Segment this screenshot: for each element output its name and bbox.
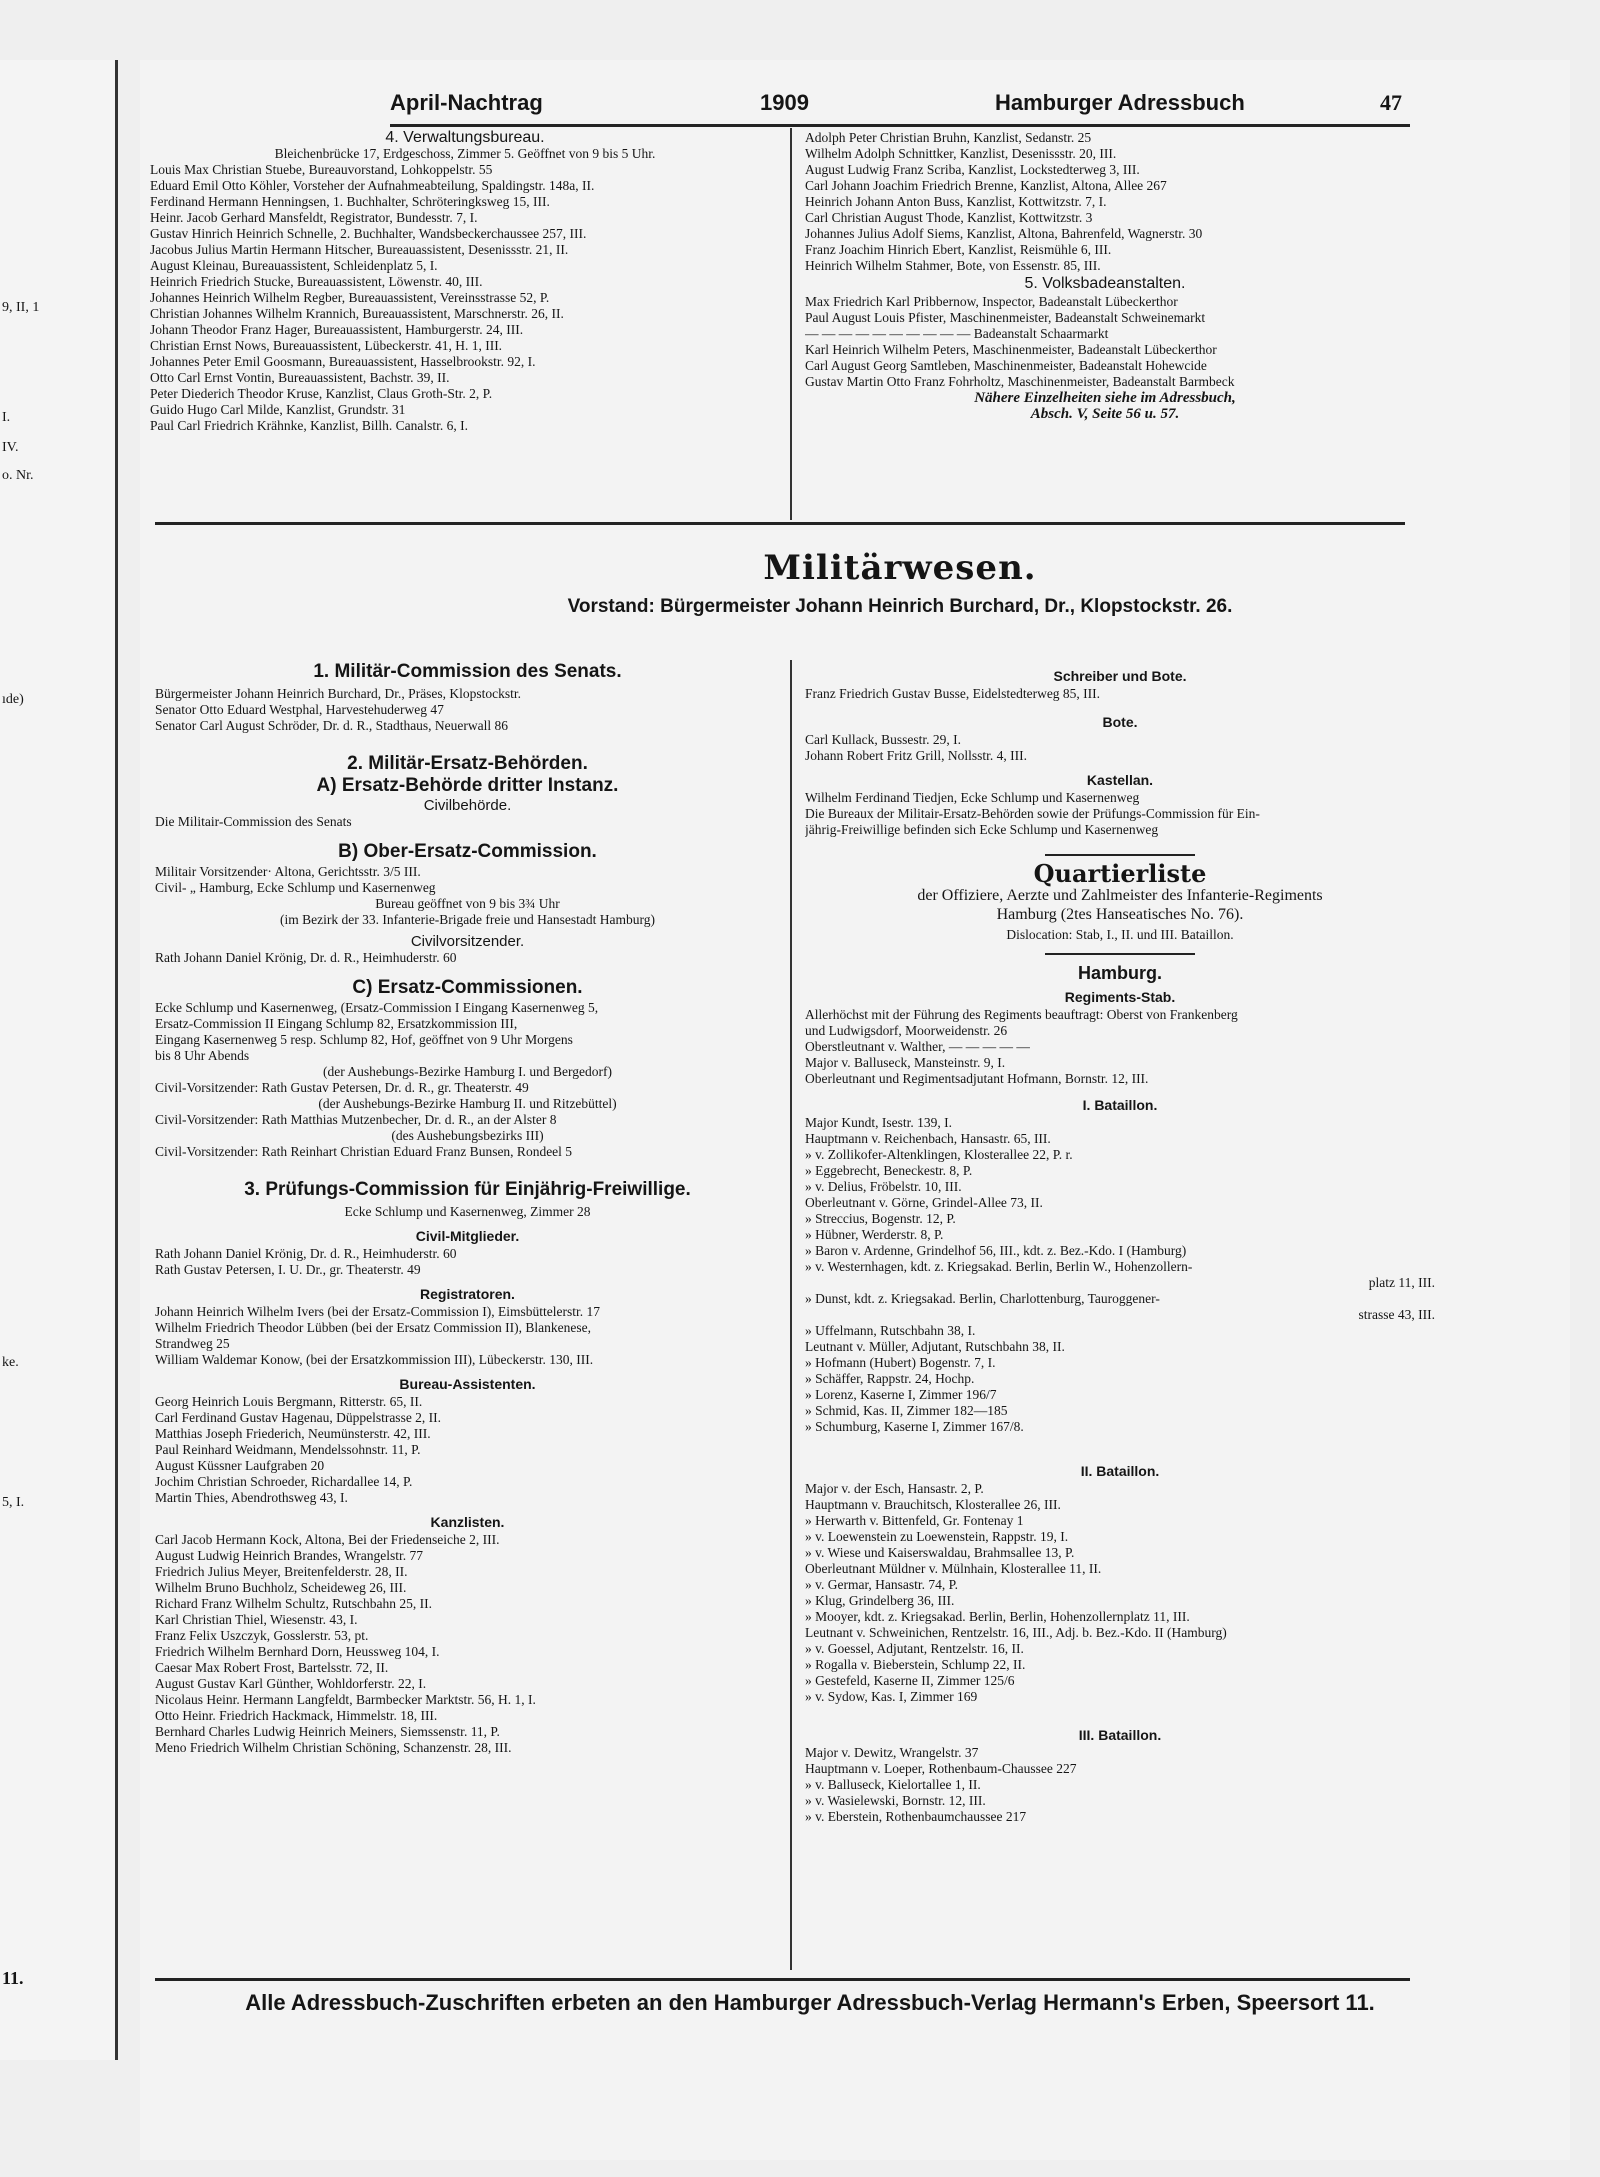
list-item: » v. Wiese und Kaiserswaldau, Brahmsallee 13, P.	[805, 1545, 1075, 1560]
list-item: Franz Friedrich Gustav Busse, Eidelstedterweg 85, III.	[805, 686, 1101, 701]
list-item: Heinrich Friedrich Stucke, Bureauassistent, Löwenstr. 40, III.	[150, 274, 483, 289]
list-item: Max Friedrich Karl Pribbernow, Inspector, Badeanstalt Lübeckerthor	[805, 294, 1178, 309]
list-item: » v. Germar, Hansastr. 74, P.	[805, 1577, 959, 1592]
list-item: und Ludwigsdorf, Moorweidenstr. 26	[805, 1023, 1008, 1038]
list-item: Karl Christian Thiel, Wiesenstr. 43, I.	[155, 1612, 358, 1627]
list-item: Paul Carl Friedrich Krähnke, Kanzlist, Billh. Canalstr. 6, I.	[150, 418, 468, 433]
list-item: Civil-Vorsitzender: Rath Reinhart Christian Eduard Franz Bunsen, Rondeel 5	[155, 1144, 573, 1159]
subsection-heading: 3. Prüfungs-Commission für Einjährig-Freiwillige.	[244, 1179, 691, 1200]
city-heading: Hamburg.	[1077, 963, 1162, 983]
list-item: August Ludwig Heinrich Brandes, Wrangelstr. 77	[155, 1548, 424, 1563]
subheading: I. Bataillon.	[1082, 1097, 1158, 1113]
list-item: Major v. Dewitz, Wrangelstr. 37	[805, 1745, 979, 1760]
list-item: Richard Franz Wilhelm Schultz, Rutschbahn 25, II.	[155, 1596, 433, 1611]
list-item: Franz Felix Uszczyk, Gosslerstr. 53, pt.	[155, 1628, 369, 1643]
subheading: Schreiber und Bote.	[1053, 668, 1187, 684]
list-item: Ersatz-Commission II Eingang Schlump 82, Ersatzkommission III,	[155, 1016, 518, 1031]
list-item: platz 11, III.	[1368, 1275, 1435, 1290]
list-item: » Streccius, Bogenstr. 12, P.	[805, 1211, 956, 1226]
section-subheading: Bleichenbrücke 17, Erdgeschoss, Zimmer 5. Geöffnet von 9 bis 5 Uhr.	[274, 146, 656, 161]
list-item: » Gestefeld, Kaserne II, Zimmer 125/6	[805, 1673, 1015, 1688]
list-item: Johann Theodor Franz Hager, Bureauassistent, Hamburgerstr. 24, III.	[150, 322, 524, 337]
list-item: Rath Gustav Petersen, I. U. Dr., gr. Theaterstr. 49	[155, 1262, 421, 1277]
list-item: Nicolaus Heinr. Hermann Langfeldt, Barmbecker Marktstr. 56, H. 1, I.	[155, 1692, 536, 1707]
note-line: Bureau geöffnet von 9 bis 3¾ Uhr	[375, 896, 560, 911]
list-item: » v. Westernhagen, kdt. z. Kriegsakad. Berlin, Berlin W., Hohenzollern-	[805, 1259, 1193, 1274]
note-line: Ecke Schlump und Kasernenweg, Zimmer 28	[344, 1204, 591, 1219]
list-item: Jochim Christian Schroeder, Richardallee 14, P.	[155, 1474, 413, 1489]
note-line: (im Bezirk der 33. Infanterie-Brigade freie und Hansestadt Hamburg)	[280, 912, 655, 927]
list-item: Meno Friedrich Wilhelm Christian Schöning, Schanzenstr. 28, III.	[155, 1740, 512, 1755]
list-item: August Ludwig Franz Scriba, Kanzlist, Lockstedterweg 3, III.	[805, 162, 1140, 177]
list-item: Ferdinand Hermann Henningsen, 1. Buchhalter, Schröteringksweg 15, III.	[150, 194, 550, 209]
margin-fragment: 11.	[2, 1968, 24, 1988]
margin-fragment: 5, I.	[2, 1495, 25, 1510]
list-item: » Herwarth v. Bittenfeld, Gr. Fontenay 1	[805, 1513, 1024, 1528]
list-item: Heinrich Wilhelm Stahmer, Bote, von Essenstr. 85, III.	[805, 258, 1101, 273]
header-left: April-Nachtrag	[390, 90, 543, 115]
header-year: 1909	[760, 90, 809, 115]
section-heading: 5. Volksbadeanstalten.	[1024, 275, 1186, 292]
list-item: Jacobus Julius Martin Hermann Hitscher, Bureauassistent, Desenissstr. 21, II.	[150, 242, 569, 257]
margin-fragment: ke.	[2, 1355, 19, 1370]
list-item: Ecke Schlump und Kasernenweg, (Ersatz-Commission I Eingang Kasernenweg 5,	[155, 1000, 599, 1015]
section-heading: 4. Verwaltungsbureau.	[385, 129, 545, 146]
list-item: August Küssner Laufgraben 20	[155, 1458, 325, 1473]
list-item: bis 8 Uhr Abends	[155, 1048, 250, 1063]
list-item: Rath Johann Daniel Krönig, Dr. d. R., Heimhuderstr. 60	[155, 1246, 457, 1261]
list-item: Louis Max Christian Stuebe, Bureauvorstand, Lohkoppelstr. 55	[150, 162, 493, 177]
list-item: Christian Johannes Wilhelm Krannich, Bureauassistent, Marschnerstr. 26, II.	[150, 306, 564, 321]
list-item: Senator Otto Eduard Westphal, Harvestehuderweg 47	[155, 702, 444, 717]
margin-fragment: ıde)	[2, 692, 24, 707]
subheading: Kanzlisten.	[430, 1514, 505, 1530]
list-item: Martin Thies, Abendrothsweg 43, I.	[155, 1490, 348, 1505]
list-item: Rath Johann Daniel Krönig, Dr. d. R., Heimhuderstr. 60	[155, 950, 457, 965]
subheading: II. Bataillon.	[1080, 1463, 1160, 1479]
short-rule	[1045, 854, 1195, 856]
list-item: » Klug, Grindelberg 36, III.	[805, 1593, 955, 1608]
list-item: Friedrich Wilhelm Bernhard Dorn, Heussweg 104, I.	[155, 1644, 440, 1659]
list-item: » Hofmann (Hubert) Bogenstr. 7, I.	[805, 1355, 996, 1370]
list-item: Carl Johann Joachim Friedrich Brenne, Kanzlist, Altona, Allee 267	[805, 178, 1167, 193]
list-item: Otto Carl Ernst Vontin, Bureauassistent, Bachstr. 39, II.	[150, 370, 450, 385]
column-divider	[790, 128, 792, 520]
list-item: Wilhelm Friedrich Theodor Lübben (bei der Ersatz Commission II), Blankenese,	[155, 1320, 591, 1335]
list-item: Hauptmann v. Brauchitsch, Klosterallee 26, III.	[805, 1497, 1061, 1512]
list-item: Bernhard Charles Ludwig Heinrich Meiners, Siemssenstr. 11, P.	[155, 1724, 500, 1739]
list-item: Christian Ernst Nows, Bureauassistent, Lübeckerstr. 41, H. 1, III.	[150, 338, 503, 353]
note-line: (der Aushebungs-Bezirke Hamburg I. und Bergedorf)	[323, 1064, 612, 1079]
lower-right-column	[805, 660, 1435, 1825]
top-left-column	[150, 130, 780, 434]
subheading: III. Bataillon.	[1078, 1727, 1162, 1743]
section-title: Militärwesen.	[763, 548, 1037, 588]
list-item: Peter Diederich Theodor Kruse, Kanzlist, Claus Groth-Str. 2, P.	[150, 386, 493, 401]
list-item: Johannes Julius Adolf Siems, Kanzlist, Altona, Bahrenfeld, Wagnerstr. 30	[805, 226, 1203, 241]
list-item: » Mooyer, kdt. z. Kriegsakad. Berlin, Berlin, Hohenzollernplatz 11, III.	[805, 1609, 1190, 1624]
subheading: Bote.	[1102, 714, 1138, 730]
list-item: Major v. der Esch, Hansastr. 2, P.	[805, 1481, 984, 1496]
list-item: Johann Robert Fritz Grill, Nollsstr. 4, III.	[805, 748, 1027, 763]
list-item: Bürgermeister Johann Heinrich Burchard, Dr., Präses, Klopstockstr.	[155, 686, 522, 701]
list-item: » v. Balluseck, Kielortallee 1, II.	[805, 1777, 981, 1792]
subheading: Civilvorsitzender.	[410, 933, 525, 950]
subsection-heading: 1. Militär-Commission des Senats.	[313, 661, 622, 682]
list-item: Oberstleutnant v. Walther, — — — — —	[805, 1039, 1030, 1054]
list-item: Matthias Joseph Friederich, Neumünsterstr. 42, III.	[155, 1426, 431, 1441]
horizontal-rule	[155, 522, 1405, 525]
reference-note: Nähere Einzelheiten siehe im Adressbuch,	[974, 390, 1236, 406]
list-item: Carl August Georg Samtleben, Maschinenmeister, Badeanstalt Hohewcide	[805, 358, 1207, 373]
list-item: August Kleinau, Bureauassistent, Schleidenplatz 5, I.	[150, 258, 438, 273]
list-item: » v. Sydow, Kas. I, Zimmer 169	[805, 1689, 978, 1704]
list-item: Caesar Max Robert Frost, Bartelsstr. 72, II.	[155, 1660, 389, 1675]
list-item: Gustav Martin Otto Franz Fohrholtz, Maschinenmeister, Badeanstalt Barmbeck	[805, 374, 1235, 389]
list-item: Georg Heinrich Louis Bergmann, Ritterstr. 65, II.	[155, 1394, 423, 1409]
list-item: » Uffelmann, Rutschbahn 38, I.	[805, 1323, 976, 1338]
reference-note: Absch. V, Seite 56 u. 57.	[1030, 406, 1180, 422]
list-item: » v. Goessel, Adjutant, Rentzelstr. 16, II.	[805, 1641, 1024, 1656]
list-item: » v. Eberstein, Rothenbaumchaussee 217	[805, 1809, 1027, 1824]
quartierliste-title: Quartierliste	[1033, 859, 1207, 888]
list-item: Civil-Vorsitzender: Rath Matthias Mutzenbecher, Dr. d. R., an der Alster 8	[155, 1112, 557, 1127]
list-item: August Gustav Karl Günther, Wohldorferstr. 22, I.	[155, 1676, 427, 1691]
section-vorstand: Vorstand: Bürgermeister Johann Heinrich Burchard, Dr., Klopstockstr. 26.	[567, 596, 1233, 617]
list-item: Major Kundt, Isestr. 139, I.	[805, 1115, 952, 1130]
note-line: (der Aushebungs-Bezirke Hamburg II. und Ritzebüttel)	[318, 1096, 617, 1111]
list-item: » Dunst, kdt. z. Kriegsakad. Berlin, Charlottenburg, Tauroggener-	[805, 1291, 1160, 1306]
list-item: Eduard Emil Otto Köhler, Vorsteher der Aufnahmeabteilung, Spaldingstr. 148a, II.	[150, 178, 595, 193]
list-item: Oberleutnant und Regimentsadjutant Hofmann, Bornstr. 12, III.	[805, 1071, 1149, 1086]
column-divider	[790, 660, 792, 1970]
subsection-heading: C) Ersatz-Commissionen.	[352, 977, 583, 998]
subheading: Civilbehörde.	[423, 797, 512, 814]
subheading: Kastellan.	[1086, 772, 1154, 788]
list-item: Heinrich Johann Anton Buss, Kanzlist, Kottwitzstr. 7, I.	[805, 194, 1107, 209]
list-item: strasse 43, III.	[1358, 1307, 1435, 1322]
list-item: William Waldemar Konow, (bei der Ersatzkommission III), Lübeckerstr. 130, III.	[155, 1352, 594, 1367]
header-title: Hamburger Adressbuch	[995, 90, 1245, 115]
footer-notice: Alle Adressbuch-Zuschriften erbeten an den Hamburger Adressbuch-Verlag Hermann's Erben, Speersort 11.	[245, 1990, 1375, 2015]
list-item: » Baron v. Ardenne, Grindelhof 56, III., kdt. z. Bez.-Kdo. I (Hamburg)	[805, 1243, 1187, 1258]
list-item: Senator Carl August Schröder, Dr. d. R., Stadthaus, Neuerwall 86	[155, 718, 509, 733]
list-item: Major v. Balluseck, Mansteinstr. 9, I.	[805, 1055, 1006, 1070]
list-item: Die Militair-Commission des Senats	[155, 814, 352, 829]
list-item: Guido Hugo Carl Milde, Kanzlist, Grundstr. 31	[150, 402, 406, 417]
list-item: » Schäffer, Rappstr. 24, Hochp.	[805, 1371, 975, 1386]
subheading: Registratoren.	[420, 1286, 515, 1302]
footer-rule	[155, 1978, 1410, 1981]
margin-fragment: o. Nr.	[2, 468, 34, 483]
list-item: Strandweg 25	[155, 1336, 230, 1351]
list-item: Die Bureaux der Militair-Ersatz-Behörden sowie der Prüfungs-Commission für Ein-	[805, 806, 1260, 821]
list-item: » Schmid, Kas. II, Zimmer 182—185	[805, 1403, 1008, 1418]
lower-left-column	[155, 650, 780, 1756]
margin-fragment: 9, II, 1	[2, 300, 40, 315]
subheading: Civil-Mitglieder.	[415, 1228, 520, 1244]
list-item: Johannes Heinrich Wilhelm Regber, Bureauassistent, Vereinsstrasse 52, P.	[150, 290, 550, 305]
list-item: » Eggebrecht, Beneckestr. 8, P.	[805, 1163, 973, 1178]
list-item: » v. Loewenstein zu Loewenstein, Rappstr. 19, I.	[805, 1529, 1069, 1544]
list-item: » v. Wasielewski, Bornstr. 12, III.	[805, 1793, 986, 1808]
list-item: Karl Heinrich Wilhelm Peters, Maschinenmeister, Badeanstalt Lübeckerthor	[805, 342, 1217, 357]
margin-fragment: I.	[2, 410, 11, 425]
list-item: Paul August Louis Pfister, Maschinenmeister, Badeanstalt Schweinemarkt	[805, 310, 1206, 325]
list-item: jährig-Freiwillige befinden sich Ecke Schlump und Kasernenweg	[805, 822, 1159, 837]
list-item: Militair Vorsitzender· Altona, Gerichtsstr. 3/5 III.	[155, 864, 421, 879]
list-item: Allerhöchst mit der Führung des Regiments beauftragt: Oberst von Frankenberg	[805, 1007, 1238, 1022]
list-item: » v. Zollikofer-Altenklingen, Klosterallee 22, P. r.	[805, 1147, 1073, 1162]
list-item: Gustav Hinrich Heinrich Schnelle, 2. Buchhalter, Wandsbeckerchaussee 257, III.	[150, 226, 587, 241]
list-item: » Rogalla v. Bieberstein, Schlump 22, II.	[805, 1657, 1026, 1672]
dislocation-line: Dislocation: Stab, I., II. und III. Bataillon.	[1006, 927, 1234, 942]
list-item: Heinr. Jacob Gerhard Mansfeldt, Registrator, Bundesstr. 7, I.	[150, 210, 478, 225]
list-item: Johannes Peter Emil Goosmann, Bureauassistent, Hasselbrookstr. 92, I.	[150, 354, 536, 369]
facing-page-strip	[0, 60, 118, 2060]
subsection-heading: A) Ersatz-Behörde dritter Instanz.	[316, 775, 619, 796]
list-item: Wilhelm Ferdinand Tiedjen, Ecke Schlump und Kasernenweg	[805, 790, 1140, 805]
list-item: Oberleutnant Müldner v. Mülnhain, Klosterallee 11, II.	[805, 1561, 1102, 1576]
list-item: Johann Heinrich Wilhelm Ivers (bei der Ersatz-Commission I), Eimsbüttelerstr. 17	[155, 1304, 600, 1319]
list-item: Franz Joachim Hinrich Ebert, Kanzlist, Reismühle 6, III.	[805, 242, 1112, 257]
list-item: Carl Ferdinand Gustav Hagenau, Düppelstrasse 2, II.	[155, 1410, 442, 1425]
list-item: Carl Christian August Thode, Kanzlist, Kottwitzstr. 3	[805, 210, 1093, 225]
subsection-heading: B) Ober-Ersatz-Commission.	[338, 841, 597, 862]
list-item: Leutnant v. Müller, Adjutant, Rutschbahn 38, II.	[805, 1339, 1065, 1354]
list-item: Civil-Vorsitzender: Rath Gustav Petersen, Dr. d. R., gr. Theaterstr. 49	[155, 1080, 529, 1095]
running-header	[390, 90, 1410, 127]
list-item: Wilhelm Adolph Schnittker, Kanzlist, Desenissstr. 20, III.	[805, 146, 1117, 161]
list-item: Carl Jacob Hermann Kock, Altona, Bei der Friedenseiche 2, III.	[155, 1532, 500, 1547]
list-item: Hauptmann v. Loeper, Rothenbaum-Chaussee 227	[805, 1761, 1077, 1776]
staff-list	[150, 162, 780, 434]
page-number: 47	[1380, 90, 1402, 115]
list-item: Carl Kullack, Bussestr. 29, I.	[805, 732, 961, 747]
list-item: » v. Delius, Fröbelstr. 10, III.	[805, 1179, 962, 1194]
list-item: Oberleutnant v. Görne, Grindel-Allee 73, II.	[805, 1195, 1043, 1210]
quartier-subtitle: der Offiziere, Aerzte und Zahlmeister des Infanterie-Regiments	[917, 887, 1323, 904]
list-item: Hauptmann v. Reichenbach, Hansastr. 65, III.	[805, 1131, 1051, 1146]
list-item: Adolph Peter Christian Bruhn, Kanzlist, Sedanstr. 25	[805, 130, 1092, 145]
margin-fragment: IV.	[2, 440, 19, 455]
subsection-heading: 2. Militär-Ersatz-Behörden.	[347, 753, 588, 774]
note-line: (des Aushebungsbezirks III)	[391, 1128, 544, 1143]
list-item: Otto Heinr. Friedrich Hackmack, Himmelstr. 18, III.	[155, 1708, 438, 1723]
list-item: » Lorenz, Kaserne I, Zimmer 196/7	[805, 1387, 997, 1402]
list-item: Wilhelm Bruno Buchholz, Scheideweg 26, III.	[155, 1580, 407, 1595]
list-item: Paul Reinhard Weidmann, Mendelssohnstr. 11, P.	[155, 1442, 421, 1457]
short-rule	[1045, 953, 1195, 955]
list-item: » Schumburg, Kaserne I, Zimmer 167/8.	[805, 1419, 1024, 1434]
list-item: Eingang Kasernenweg 5 resp. Schlump 82, Hof, geöffnet von 9 Uhr Morgens	[155, 1032, 573, 1047]
list-item: Friedrich Julius Meyer, Breitenfelderstr. 28, II.	[155, 1564, 408, 1579]
list-item: — — — — — — — — — — Badeanstalt Schaarmarkt	[805, 326, 1109, 341]
subheading: Regiments-Stab.	[1064, 989, 1176, 1005]
subheading: Bureau-Assistenten.	[399, 1376, 536, 1392]
list-item: » Hübner, Werderstr. 8, P.	[805, 1227, 944, 1242]
list-item: Civil- „ Hamburg, Ecke Schlump und Kasernenweg	[155, 880, 436, 895]
list-item: Leutnant v. Schweinichen, Rentzelstr. 16, III., Adj. b. Bez.-Kdo. II (Hamburg)	[805, 1625, 1227, 1640]
quartier-subtitle: Hamburg (2tes Hanseatisches No. 76).	[996, 906, 1244, 923]
top-right-column	[805, 130, 1405, 422]
